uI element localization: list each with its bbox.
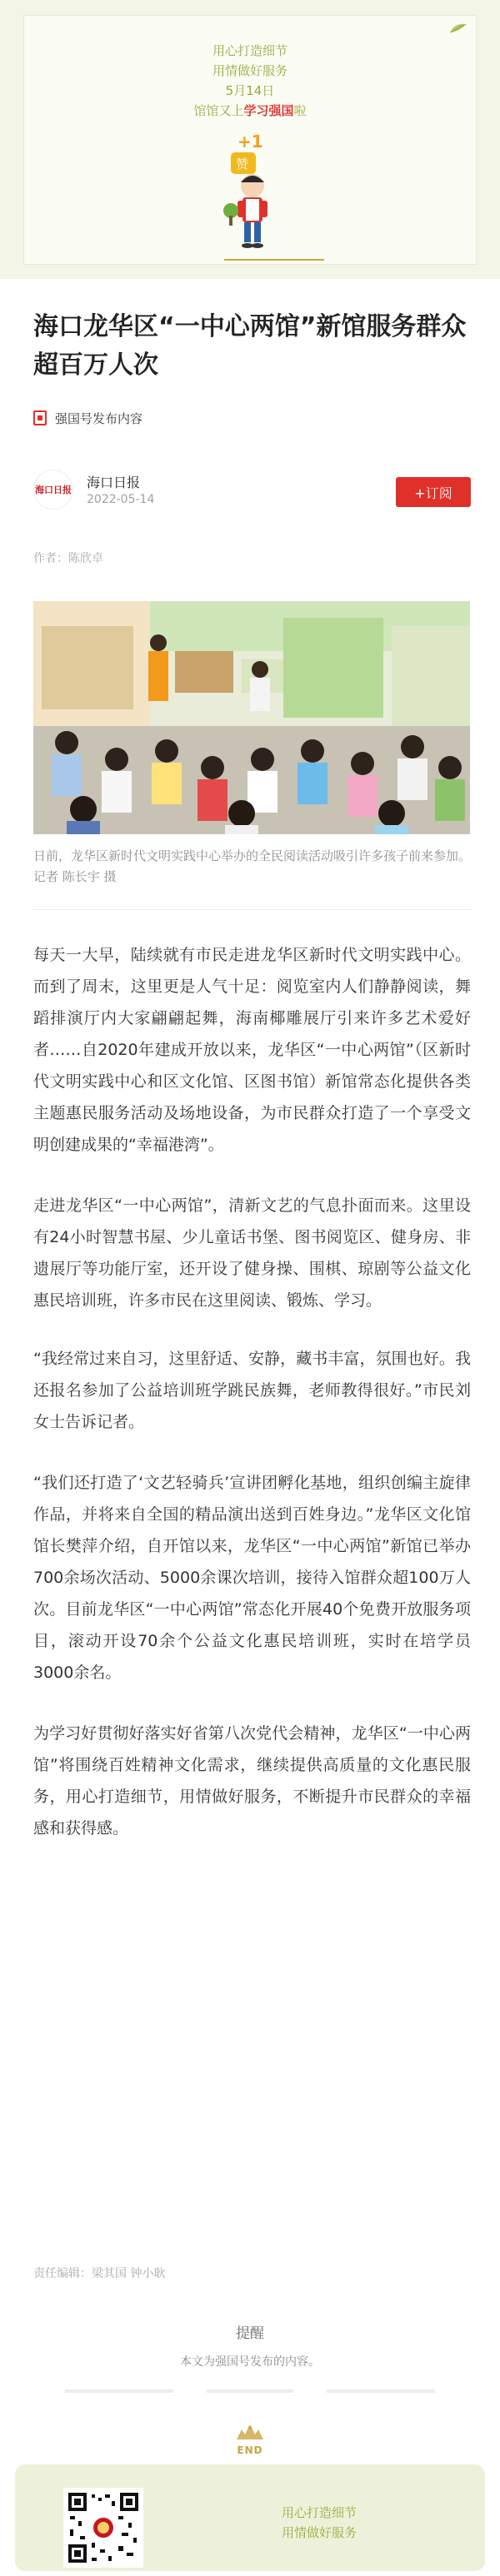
publisher-name[interactable]: 海口日报 [87,475,141,490]
paragraph: “我经常过来自习，这里舒适、安静，藏书丰富，氛围也好。我还报名参加了公益培训班学跳民族舞，老师教得很好。”市民刘女士告诉记者。 [33,1350,471,1431]
bookmark-icon [33,410,47,425]
reading-event-photo [33,601,470,834]
paragraph: “我们还打造了‘文艺轻骑兵’宣讲团孵化基地，组织创编主旋律作品，并将来自全国的精品演出送到百姓身边。”龙华区文化馆馆长樊萍介绍，自开馆以来，龙华区“一中心两馆”新馆已举办700余场次活动、5000余课次培训，接待入馆群众超100万人次。目前龙华区“一中心两馆”常态化开展40个免费开放服务项目，滚动开设70余个公益文化惠民培训班，实时在培学员3000余名。 [33,1474,471,1682]
banner-divider [224,259,324,261]
source-tag-label: 强国号发布内容 [55,410,143,426]
banner-card [23,15,477,265]
publisher-avatar[interactable]: 海口日报 [33,470,73,510]
article-title: 海口龙华区“一中心两馆”新馆服务群众超百万人次 [33,312,467,380]
paragraph: 每天一大早，陆续就有市民走进龙华区新时代文明实践中心。而到了周末，这里更是人气十足：阅览室内人们静静阅读，舞蹈排演厅内大家翩翩起舞，海南椰雕展厅引来许多艺术爱好者……自2020年建成开放以来，龙华区“一中心两馆”（区新时代文明实践中心和区文化馆、区图书馆）新馆常态化提供各类主题惠民服务活动及场地设备，为市民群众打造了一个享受文明创建成果的“幸福港湾”。 [33,946,471,1154]
notice-text: 本文为强国号发布的内容。 [180,2355,320,2369]
responsible-editor: 责任编辑：梁其国 钟小耿 [33,2267,166,2280]
leaf-icon [449,22,468,34]
banner-line-1: 用心打造细节 [212,43,288,58]
notice-divider [65,2390,435,2393]
publisher-row [33,470,471,516]
publish-date: 2022-05-14 [87,493,155,506]
notice-title: 提醒 [236,2325,264,2342]
banner-line-4: 馆馆又上学习强国啦 [193,103,307,118]
end-ornament-icon [233,2423,267,2441]
mascot-figure-icon [212,131,288,256]
footer-card [15,2464,485,2571]
end-mark [225,2423,275,2459]
photo-caption: 日前，龙华区新时代文明实践中心举办的全民阅读活动吸引许多孩子前来参加。记者 陈长宇 摄 [33,848,472,884]
caption-divider [33,909,471,910]
banner-text [24,41,476,121]
qr-code-icon [67,2491,140,2564]
footer-line-2: 用情做好服务 [282,2525,358,2540]
end-label: END [237,2444,263,2456]
top-banner [0,0,500,279]
source-tag [33,408,142,428]
banner-line-3: 5月14日 [225,83,275,98]
paragraph: 走进龙华区“一中心两馆”，清新文艺的气息扑面而来。这里设有24小时智慧书屋、少儿童话书堡、图书阅览区、健身房、非遗展厅等功能厅室，还开设了健身操、围棋、琼剧等公益文化惠民培训班，许多市民在这里阅读、锻炼、学习。 [33,1196,471,1310]
article-body [33,939,471,1873]
footer-text [282,2503,357,2543]
banner-line-2: 用情做好服务 [212,63,288,78]
article-photo[interactable] [33,601,470,834]
paragraph: 为学习好贯彻好落实好省第八次党代会精神，龙华区“一中心两馆”将围绕百姓精神文化需求，继续提供高质量的文化惠民服务，用心打造细节，用情做好服务，不断提升市民群众的幸福感和获得感。 [33,1724,471,1838]
subscribe-button[interactable]: +订阅 [396,477,471,507]
banner-accent-text: 学习强国 [243,103,294,118]
badge-plus-one: +1 [238,132,263,152]
qr-code[interactable] [63,2488,143,2568]
badge-like: 赞 [236,157,249,172]
author-line: 作者：陈欣卓 [33,552,103,565]
footer-line-1: 用心打造细节 [282,2505,358,2520]
